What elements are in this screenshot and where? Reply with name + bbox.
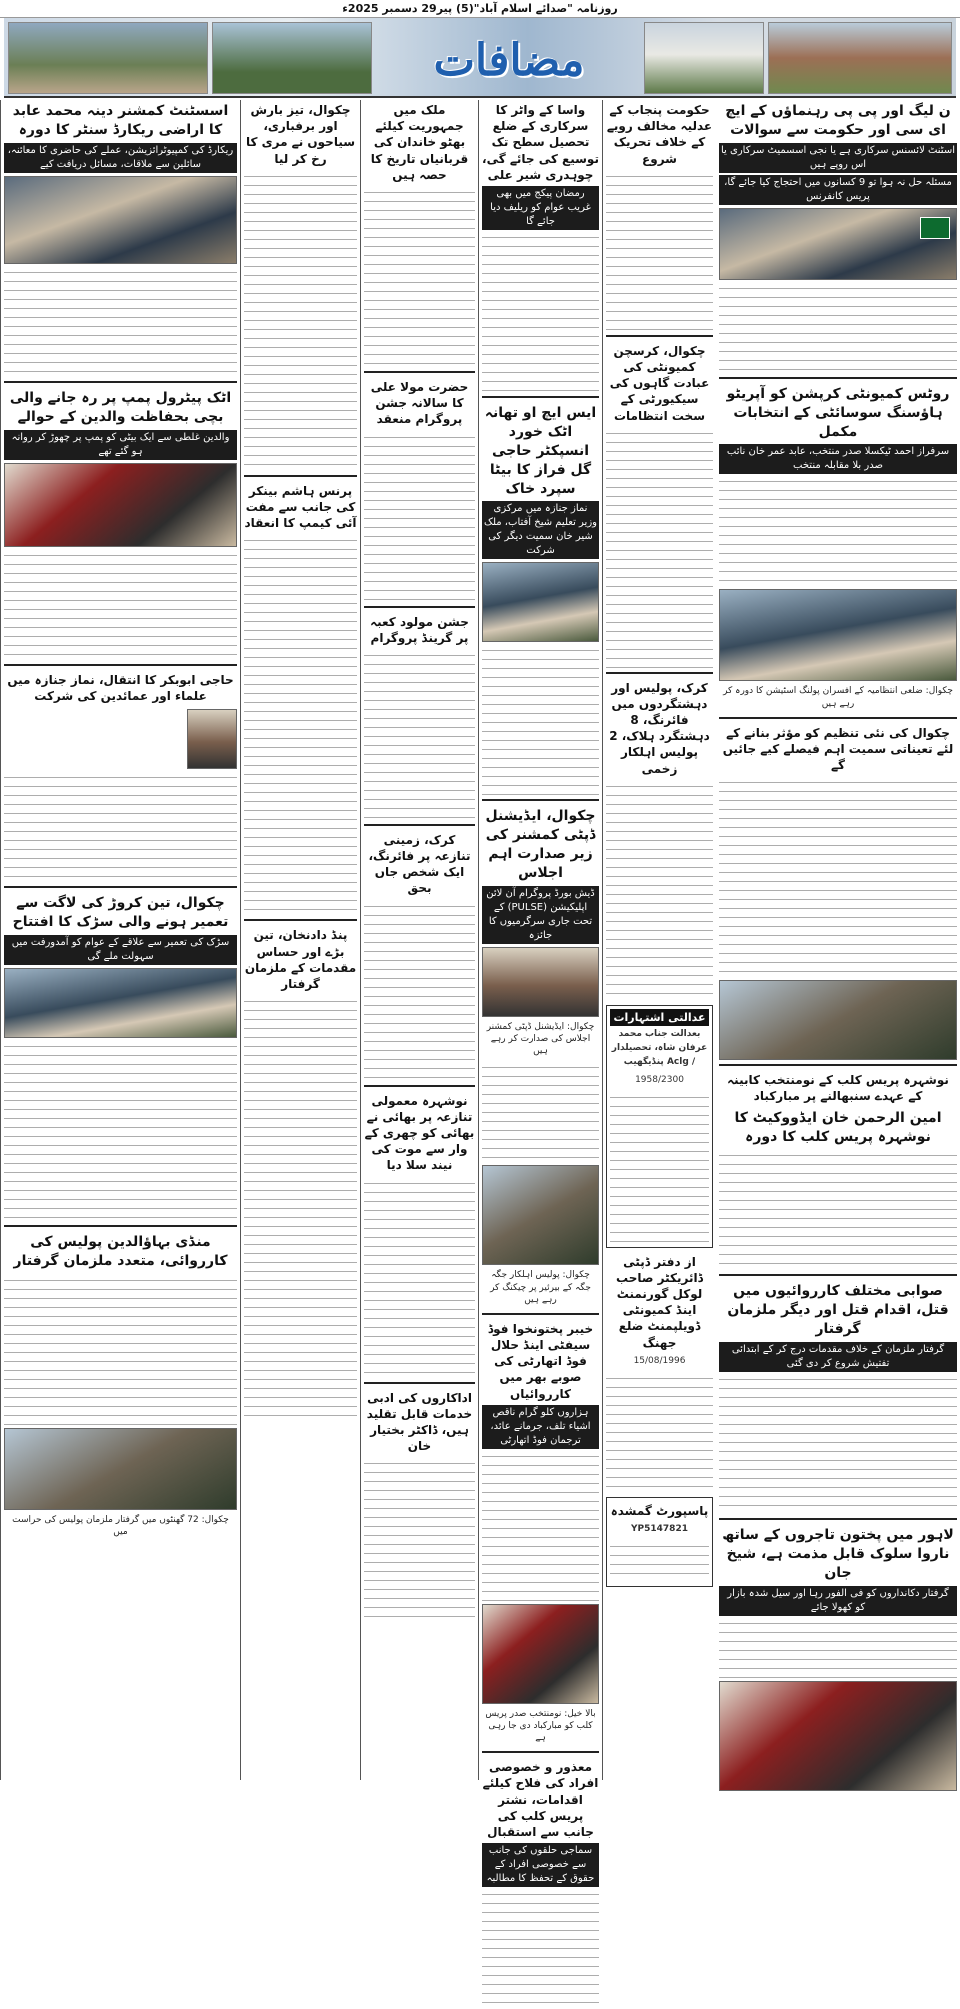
divider <box>482 1313 599 1315</box>
subheadline-bar: والدین غلطی سے ایک بیٹی کو پمپ پر چھوڑ کر روانہ ہو گئے تھے <box>4 430 237 460</box>
headline: چکوال، تیز بارش اور برفباری، سیاحوں نے مری کا رخ کر لیا <box>245 103 356 166</box>
banner-photo-campus <box>768 22 952 94</box>
dateline: روزنامہ "صدائے اسلام آباد"(5) پیر29 دسمبر 2025ء <box>0 0 960 18</box>
article-body <box>4 772 237 882</box>
divider <box>244 919 357 921</box>
divider <box>4 664 237 666</box>
article-body <box>364 901 475 1081</box>
headline: از دفتر ڈپٹی ڈائریکٹر صاحب لوکل گورنمنٹ اینڈ کمیونٹی ڈویلپمنٹ ضلع جھنگ <box>616 1254 703 1350</box>
subheadline-bar: سرفراز احمد ٹیکسلا صدر منتخب، عابد عمر خان نائب صدر بلا مقابلہ منتخب <box>719 444 957 474</box>
article-body <box>364 1458 475 1618</box>
column-6 <box>0 100 240 1780</box>
photo-caption: چکوال: 72 گھنٹوں میں گرفتار ملزمان پولیس کی حراست میں <box>12 1514 229 1537</box>
headline: کرک، زمینی تنازعہ پر فائرنگ، ایک شخص جاں بحق <box>368 832 471 896</box>
subheadline-bar: گرفتار ملزمان کے خلاف مقدمات درج کر کے ابتدائی تفتیش شروع کر دی گئی <box>719 1342 957 1372</box>
headline: جشن مولود کعبہ پر گرینڈ پروگرام <box>370 614 469 645</box>
notice-body <box>606 1373 713 1493</box>
headline: ملک میں جمہوریت کیلئے بھٹو خاندان کی قربانیاں تاریخ کا حصہ ہیں <box>370 103 469 182</box>
headline: چکوال، تین کروڑ کی لاگت سے تعمیر ہونے والی سڑک کا افتتاح <box>12 894 229 930</box>
passport-number: YP5147821 <box>631 1523 688 1534</box>
divider <box>4 886 237 888</box>
article-body <box>4 1041 237 1221</box>
article-body <box>244 996 357 1416</box>
election-photo <box>719 589 957 681</box>
divider <box>482 799 599 801</box>
meeting-photo <box>482 947 599 1017</box>
article-body <box>719 1150 957 1270</box>
notice-body <box>610 1541 709 1581</box>
subheadline-bar: ہزاروں کلو گرام ناقص اشیاء تلف، جرمانے عائد، ترجمان فوڈ اتھارٹی <box>482 1405 599 1449</box>
headline: نوشہرہ معمولی تنازعہ پر بھائی نے بھائی کو چھری کے وار سے موت کی نیند سلا دیا <box>364 1093 475 1173</box>
headline: چکوال کی نئی تنظیم کو مؤثر بنانے کے لئے تعیناتی سمیت اہم فیصلے کیے جائیں گے <box>722 725 954 773</box>
article-body <box>606 428 713 668</box>
subheadline-bar: مسئلہ حل نہ ہوا تو 9 کسانوں میں احتجاج کیا جائے گا، پریس کانفرنس <box>719 175 957 205</box>
article-body <box>4 267 237 377</box>
divider <box>719 377 957 379</box>
article-body <box>244 535 357 915</box>
column-1 <box>716 100 960 1780</box>
court-name: بعدالت جناب محمد عرفان شاہ، تحصیلدار / Aclg پنڈیگھیب <box>611 1028 708 1067</box>
headline: صوابی مختلف کارروائیوں میں قتل، اقدام قتل اور دیگر ملزمان گرفتار <box>727 1283 949 1338</box>
article-body <box>482 645 599 795</box>
column-4 <box>360 100 478 1780</box>
article-body <box>606 781 713 1001</box>
headline: معذور و خصوصی افراد کی فلاح کیلئے اقدامات، نشتر پریس کلب کی جانب سے استقبال <box>482 1760 599 1839</box>
divider <box>482 1751 599 1753</box>
press-conference-photo <box>719 208 957 280</box>
headline: لاہور میں پختون تاجروں کے ساتھ ناروا سلوک قابل مذمت ہے، شیخ جان <box>722 1527 954 1581</box>
headline: ایس ایچ او تھانہ اٹک خورد انسپکٹر حاجی گل فراز کا بیٹا سپرد خاک <box>484 404 597 497</box>
headline: نوشہرہ پریس کلب کے نومنتخب کابینہ کے عہدے سنبھالنے پر مبارکباد <box>727 1073 949 1104</box>
group-photo <box>482 1604 599 1704</box>
reference-date: 15/08/1996 <box>633 1355 686 1366</box>
article-body <box>482 1062 599 1162</box>
subheadline-bar: سماجی حلقوں کی جانب سے خصوصی افراد کے حقوق کے تحفظ کا مطالبہ <box>482 1843 599 1887</box>
headline: کرک، پولیس اور دہشتگردوں میں فائرنگ، 8 دہشتگرد ہلاک، 2 پولیس اہلکار زخمی <box>609 680 710 776</box>
article-body <box>4 550 237 660</box>
article-body <box>244 171 357 471</box>
divider <box>364 824 475 826</box>
divider <box>244 475 357 477</box>
banner-photo-hill-town <box>8 22 208 94</box>
subheadline-bar: رمضان پیکج میں بھی غریب عوام کو ریلیف دیا جائے گا <box>482 186 599 230</box>
photo-caption: چکوال: ضلعی انتظامیہ کے افسران پولنگ اسٹیشن کا دورہ کر رہے ہیں <box>723 686 953 709</box>
court-notices-title: عدالتی اشتہارات <box>610 1009 709 1026</box>
inauguration-photo <box>4 968 237 1038</box>
column-2 <box>602 100 716 1780</box>
case-number: 1958/2300 <box>635 1074 684 1085</box>
subheadline-bar: گرفتار دکانداروں کو فی الفور رہا اور سیل شدہ بازار کو کھولا جائے <box>719 1586 957 1616</box>
divider <box>364 1085 475 1087</box>
funeral-prayer-photo <box>482 562 599 642</box>
column-3 <box>478 100 602 1885</box>
divider <box>606 335 713 337</box>
divider <box>482 396 599 398</box>
headline: چکوال، کرسچن کمیونٹی کی عبادت گاہوں کی سیکیورٹی کے سخت انتظامات <box>609 343 710 423</box>
subheadline-bar: سڑک کی تعمیر سے علاقے کے عوام کو آمدورفت میں سہولت ملے گی <box>4 935 237 965</box>
article-body <box>606 171 713 331</box>
headline: واسا کے واٹر کا سرکاری کے ضلع تحصیل سطح تک توسیع کی جائے گی، چوہدری شیر علی <box>482 103 599 182</box>
lost-passport-box <box>606 1497 713 1587</box>
record-center-photo <box>4 176 237 264</box>
headline: اداکاروں کی ادبی خدمات قابل تقلید ہیں، ڈاکٹر بختیار خان <box>366 1390 473 1454</box>
protest-photo <box>719 1681 957 1791</box>
banner-photo-valley <box>212 22 372 94</box>
headline: ن لیگ اور پی پی رہنماؤں کے ایچ ای سی اور حکومت سے سوالات <box>725 103 951 138</box>
headline: حاجی ابوبکر کا انتقال، نماز جنازہ میں علماء اور عمائدین کی شرکت <box>7 672 234 703</box>
divider <box>364 1382 475 1384</box>
article-body <box>719 283 957 373</box>
article-body <box>364 1178 475 1378</box>
article-body <box>482 1451 599 1601</box>
court-notices-box <box>606 1005 713 1248</box>
divider <box>4 381 237 383</box>
divider <box>4 1225 237 1227</box>
article-body <box>4 1275 237 1425</box>
child-with-parents-photo <box>4 463 237 547</box>
column-5 <box>240 100 360 1780</box>
section-title: مضافات <box>433 34 585 86</box>
headline: خیبر پختونخوا فوڈ سیفٹی اینڈ حلال فوڈ اتھارٹی کی صوبے بھر میں کارروائیاں <box>487 1321 594 1401</box>
divider <box>364 371 475 373</box>
article-body <box>719 1618 957 1678</box>
subheadline-bar: اسٹنٹ لائسنس سرکاری ہے یا نجی اسسمیٹ سرکاری یا اس روپے ہیں <box>719 143 957 173</box>
lost-passport-title: پاسپورٹ گمشدہ <box>610 1503 709 1518</box>
subheadline-bar: نماز جنازہ میں مرکزی وزیر تعلیم شیخ آفتاب، ملک شیر خان سمیت دیگر کی شرکت <box>482 501 599 559</box>
banner-photo-building <box>644 22 764 94</box>
divider <box>364 606 475 608</box>
article-body <box>719 1374 957 1514</box>
article-body <box>719 476 957 586</box>
pakistan-flag-icon <box>920 217 950 239</box>
headline: پنڈ دادنخان، تین بڑے اور حساس مقدمات کے ملزمان گرفتار <box>244 928 357 991</box>
headline: اسسٹنٹ کمشنر دینہ محمد عابد کا اراضی ریکارڈ سنٹر کا دورہ <box>12 103 229 138</box>
headline: حضرت مولا علی کا سالانہ جشن پروگرام منعقد <box>370 379 469 427</box>
divider <box>719 1274 957 1276</box>
divider <box>719 1064 957 1066</box>
masthead-banner <box>4 18 956 98</box>
divider <box>719 1518 957 1520</box>
police-checkpoint-photo <box>482 1165 599 1265</box>
photo-caption: چکوال: پولیس اہلکار جگہ جگہ کے بیرئیر پر چیکنگ کر رہے ہیں <box>490 1270 591 1305</box>
photo-caption: چکوال: ایڈیشنل ڈپٹی کمشنر اجلاس کی صدارت کر رہے ہیں <box>486 1021 595 1057</box>
photo-caption: بالا خیل: نومنتخب صدر پریس کلب کو مبارکباد دی جا رہی ہے <box>485 1708 596 1744</box>
headline: روٹس کمیونٹی کرپشن کو آپریٹو ہاؤسنگ سوسائٹی کے انتخابات مکمل <box>726 385 950 440</box>
headline: اٹک پیٹرول پمپ پر رہ جانے والی بچی بحفاظت والدین کے حوالے <box>9 389 232 425</box>
notice-body <box>610 1092 709 1242</box>
headline: چکوال، ایڈیشنل ڈپٹی کمشنر کی زیر صدارت اہم اجلاس <box>485 808 596 882</box>
article-body <box>364 432 475 602</box>
headline: پرنس ہاشم بینکر کی جانب سے مفت آئی کیمپ کا انعقاد <box>244 483 357 531</box>
arrested-suspects-photo <box>4 1428 237 1510</box>
meeting-photo <box>719 980 957 1060</box>
article-body <box>482 1889 599 2009</box>
divider <box>606 672 713 674</box>
divider <box>719 717 957 719</box>
headline: منڈی بہاؤالدین پولیس کی کارروائی، متعدد ملزمان گرفتار <box>13 1233 228 1269</box>
article-body <box>719 777 957 977</box>
article-body <box>364 650 475 820</box>
portrait-photo <box>187 709 237 769</box>
article-body <box>482 232 599 392</box>
article-body <box>364 187 475 367</box>
subheadline-bar: ڈیش بورڈ پروگرام آن لائن اپلیکیشن (PULSE) کے تحت جاری سرگرمیوں کا جائزہ <box>482 886 599 944</box>
headline: امین الرحمن خان ایڈووکیٹ کا نوشہرہ پریس کلب کا دورہ <box>734 1109 942 1145</box>
subheadline-bar: ریکارڈ کی کمپیوٹرائزیشن، عملے کی حاضری کا معائنہ، سائلین سے ملاقات، مسائل دریافت کیے <box>4 143 237 173</box>
headline: حکومت پنجاب کے عدلیہ مخالف رویے کے خلاف تحریک شروع <box>606 103 713 166</box>
